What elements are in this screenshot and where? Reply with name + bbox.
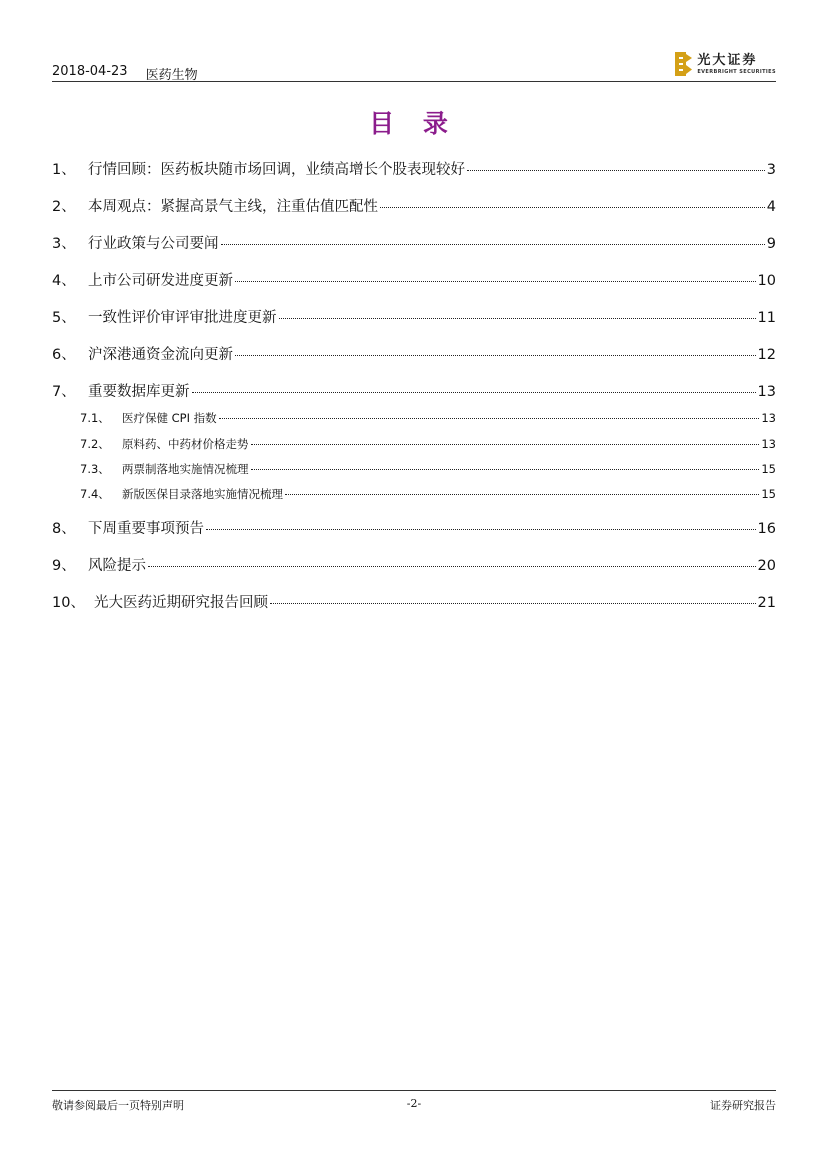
toc-entry-1[interactable] <box>52 158 776 179</box>
toc-entry-7-1[interactable] <box>52 410 776 426</box>
toc-dot-leader <box>380 207 765 208</box>
page-number: -2- <box>406 1097 422 1110</box>
toc-entry-page: 16 <box>757 521 776 537</box>
toc-entry-title: 沪深港通资金流向更新 <box>88 347 233 363</box>
toc-entry-title: 下周重要事项预告 <box>88 521 204 537</box>
toc-entry-page: 21 <box>757 595 776 611</box>
toc-entry-title: 重要数据库更新 <box>88 384 190 400</box>
toc-entry-page: 9 <box>766 236 776 252</box>
footer-divider <box>52 1090 776 1091</box>
toc-entry-7-2[interactable] <box>52 436 776 452</box>
toc-entry-title: 风险提示 <box>88 558 146 574</box>
toc-dot-leader <box>251 469 760 470</box>
toc-dot-leader <box>235 281 756 282</box>
toc-dot-leader <box>221 244 765 245</box>
toc-entry-number: 7.4、 <box>80 487 110 501</box>
toc-entry-title: 上市公司研发进度更新 <box>88 273 233 289</box>
toc-entry-title: 本周观点：紧握高景气主线，注重估值匹配性 <box>88 199 378 215</box>
toc-entry-number: 8、 <box>52 521 76 537</box>
toc-dot-leader <box>467 170 765 171</box>
toc-entry-number: 4、 <box>52 273 76 289</box>
toc-entry-title: 一致性评价审评审批进度更新 <box>88 310 277 326</box>
toc-entry-3[interactable] <box>52 232 776 253</box>
page-footer <box>52 1090 776 1117</box>
toc-dot-leader <box>192 392 756 393</box>
everbright-logo-icon <box>675 52 693 76</box>
toc-entry-number: 2、 <box>52 199 76 215</box>
toc-dot-leader <box>219 418 760 419</box>
toc-dot-leader <box>270 603 756 604</box>
toc-dot-leader <box>148 566 756 567</box>
toc-entry-page: 13 <box>757 384 776 400</box>
toc-entry-number: 3、 <box>52 236 76 252</box>
toc-entry-page: 13 <box>761 437 776 451</box>
toc-dot-leader <box>251 444 760 445</box>
toc-entry-page: 20 <box>757 558 776 574</box>
toc-entry-number: 1、 <box>52 162 76 178</box>
toc-entry-7-4[interactable] <box>52 486 776 502</box>
toc-entry-number: 7、 <box>52 384 76 400</box>
toc-entry-number: 7.3、 <box>80 462 110 476</box>
toc-entry-2[interactable] <box>52 195 776 216</box>
toc-entry-page: 11 <box>757 310 776 326</box>
toc-entry-number: 9、 <box>52 558 76 574</box>
toc-entry-page: 10 <box>757 273 776 289</box>
toc-dot-leader <box>206 529 756 530</box>
toc-entry-title: 新版医保目录落地实施情况梳理 <box>122 487 283 501</box>
toc-title: 目 录 <box>369 109 458 138</box>
everbright-logo <box>675 52 776 76</box>
logo-en-text: EVERBRIGHT SECURITIES <box>697 68 776 75</box>
toc-entry-7[interactable] <box>52 380 776 401</box>
toc-entry-page: 3 <box>766 162 776 178</box>
toc-entry-page: 12 <box>757 347 776 363</box>
toc-dot-leader <box>279 318 756 319</box>
toc-entry-5[interactable] <box>52 306 776 327</box>
toc-entry-9[interactable] <box>52 554 776 575</box>
toc-entry-title: 行业政策与公司要闻 <box>88 236 219 252</box>
toc-dot-leader <box>285 494 759 495</box>
toc-entry-page: 15 <box>761 462 776 476</box>
report-sector: 医药生物 <box>145 68 198 83</box>
toc-entry-4[interactable] <box>52 269 776 290</box>
toc-entry-7-3[interactable] <box>52 461 776 477</box>
toc-dot-leader <box>235 355 756 356</box>
toc-entry-page: 4 <box>766 199 776 215</box>
toc-entry-title: 原料药、中药材价格走势 <box>122 437 249 451</box>
toc-entry-number: 5、 <box>52 310 76 326</box>
toc-entry-page: 13 <box>761 411 776 425</box>
toc-entry-8[interactable] <box>52 517 776 538</box>
toc-entry-10[interactable] <box>52 591 776 612</box>
toc-entry-title: 两票制落地实施情况梳理 <box>122 462 249 476</box>
footer-report-type: 证券研究报告 <box>710 1099 776 1112</box>
toc-entry-number: 10、 <box>52 595 85 611</box>
toc-entry-number: 6、 <box>52 347 76 363</box>
toc-entry-title: 医疗保健 CPI 指数 <box>122 411 217 425</box>
logo-cn-text: 光大证券 <box>697 52 758 68</box>
page-header <box>52 52 776 84</box>
toc-entry-6[interactable] <box>52 343 776 364</box>
header-divider <box>52 81 776 82</box>
footer-disclaimer: 敬请参阅最后一页特别声明 <box>52 1099 184 1112</box>
toc-entry-title: 行情回顾：医药板块随市场回调，业绩高增长个股表现较好 <box>88 162 465 178</box>
toc-entry-number: 7.1、 <box>80 411 110 425</box>
report-date: 2018-04-23 <box>52 64 128 79</box>
toc-entry-page: 15 <box>761 487 776 501</box>
toc-entry-number: 7.2、 <box>80 437 110 451</box>
toc-entry-title: 光大医药近期研究报告回顾 <box>94 595 268 611</box>
